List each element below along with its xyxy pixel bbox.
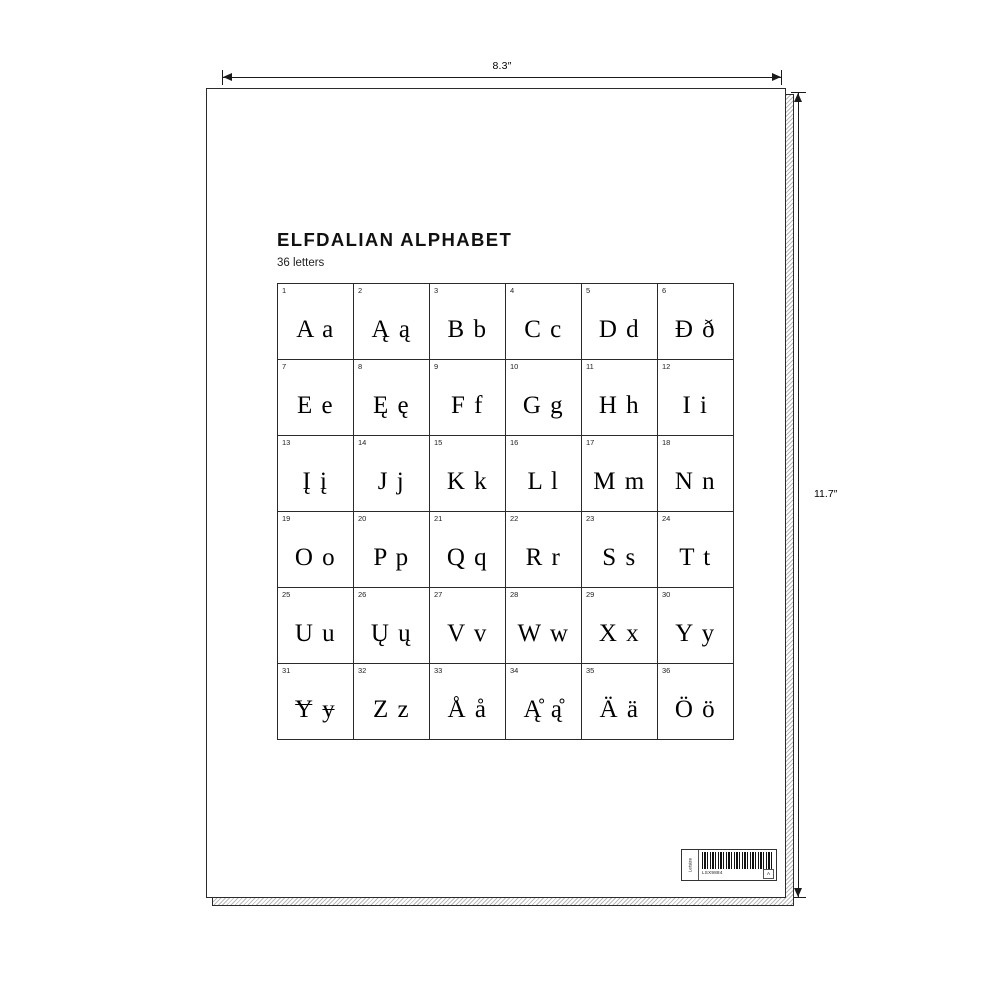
dimension-tick-right: [781, 70, 782, 85]
cell-number: 2: [358, 286, 363, 295]
letter-cell[interactable]: [430, 284, 506, 360]
cell-number: 32: [358, 666, 367, 675]
table-row: [278, 284, 734, 360]
letter-cell[interactable]: [430, 436, 506, 512]
cell-letters: V v: [447, 619, 488, 647]
cell-letters: Å å: [447, 695, 488, 723]
cell-letters: B b: [447, 315, 488, 343]
cell-letters: Į į: [302, 467, 329, 495]
barcode-main: [699, 850, 776, 880]
cell-number: 3: [434, 286, 439, 295]
page-subtitle: 36 letters: [277, 257, 325, 269]
cell-number: 13: [282, 438, 291, 447]
letter-cell[interactable]: [278, 588, 354, 664]
letter-cell[interactable]: [354, 664, 430, 740]
cell-number: 36: [662, 666, 671, 675]
cell-letters: K k: [446, 467, 489, 495]
letter-cell[interactable]: [582, 436, 658, 512]
cell-letters: Ą̊ ą̊: [523, 695, 564, 723]
letter-cell[interactable]: [506, 436, 582, 512]
table-row: [278, 360, 734, 436]
cell-letters: Ð ð: [674, 315, 717, 343]
cell-letters: N n: [674, 467, 717, 495]
width-dimension: [222, 60, 782, 84]
alphabet-table: [277, 283, 734, 740]
letter-cell[interactable]: [582, 284, 658, 360]
height-dimension-label: 11.7″: [814, 488, 838, 500]
dimension-arrow-left-icon: [223, 73, 232, 81]
cell-letters: Ę ę: [372, 391, 411, 419]
poster-content: [277, 229, 729, 740]
alphabet-table-body: [278, 284, 734, 740]
cell-number: 4: [510, 286, 515, 295]
letter-cell[interactable]: [354, 588, 430, 664]
cell-number: 23: [586, 514, 595, 523]
cell-number: 17: [586, 438, 595, 447]
letter-cell[interactable]: [658, 284, 734, 360]
cell-number: 12: [662, 362, 671, 371]
cell-number: 16: [510, 438, 519, 447]
dimension-arrow-up-icon: [794, 93, 802, 102]
barcode-side-text: Letsize: [687, 857, 693, 873]
cell-number: 27: [434, 590, 443, 599]
letter-cell[interactable]: [430, 360, 506, 436]
cell-number: 25: [282, 590, 291, 599]
cell-number: 14: [358, 438, 367, 447]
letter-cell[interactable]: [354, 360, 430, 436]
cell-letters: Ą ą: [371, 315, 412, 343]
letter-cell[interactable]: [582, 664, 658, 740]
cell-letters: D d: [598, 315, 641, 343]
cell-letters: T t: [679, 543, 712, 571]
cell-letters: C c: [524, 315, 563, 343]
cell-number: 21: [434, 514, 443, 523]
table-row: [278, 512, 734, 588]
barcode-side-strip: [682, 850, 699, 880]
cell-number: 8: [358, 362, 363, 371]
cell-letters: W w: [517, 619, 570, 647]
cell-letters: U u: [294, 619, 337, 647]
cell-letters: Z z: [372, 695, 411, 723]
cell-letters: R r: [525, 543, 562, 571]
cell-number: 11: [586, 362, 594, 371]
letter-cell[interactable]: [430, 588, 506, 664]
cell-letters: Ɏ ɏ: [294, 695, 337, 723]
revision-badge: A: [763, 869, 774, 879]
cell-number: 6: [662, 286, 667, 295]
cell-letters: S s: [602, 543, 637, 571]
cell-letters: Ä ä: [599, 695, 640, 723]
cell-number: 26: [358, 590, 367, 599]
cell-number: 7: [282, 362, 287, 371]
letter-cell[interactable]: [354, 512, 430, 588]
dimension-line: [222, 77, 782, 78]
letter-cell[interactable]: [658, 588, 734, 664]
cell-number: 19: [282, 514, 291, 523]
cell-letters: H h: [598, 391, 641, 419]
cell-letters: X x: [598, 619, 641, 647]
cell-number: 5: [586, 286, 591, 295]
cell-number: 15: [434, 438, 443, 447]
letter-cell[interactable]: [354, 284, 430, 360]
letter-cell[interactable]: [278, 436, 354, 512]
cell-number: 33: [434, 666, 443, 675]
page-title: ELFDALIAN ALPHABET: [277, 229, 513, 250]
cell-letters: G g: [522, 391, 565, 419]
cell-number: 34: [510, 666, 519, 675]
dimension-arrow-down-icon: [794, 888, 802, 897]
table-row: [278, 664, 734, 740]
cell-number: 30: [662, 590, 671, 599]
barcode-code-text: LSX9884: [702, 870, 723, 875]
letter-cell[interactable]: [278, 512, 354, 588]
cell-letters: F f: [451, 391, 484, 419]
cell-letters: L l: [527, 467, 560, 495]
cell-number: 22: [510, 514, 519, 523]
table-row: [278, 436, 734, 512]
cell-number: 1: [282, 286, 287, 295]
letter-cell[interactable]: [506, 664, 582, 740]
dimension-line: [798, 92, 799, 898]
cell-letters: Q q: [446, 543, 489, 571]
letter-cell[interactable]: [506, 360, 582, 436]
barcode-label: [681, 849, 777, 881]
cell-number: 20: [358, 514, 367, 523]
table-row: [278, 588, 734, 664]
cell-number: 18: [662, 438, 671, 447]
letter-cell[interactable]: [506, 588, 582, 664]
width-dimension-label: 8.3″: [492, 60, 512, 72]
letter-cell[interactable]: [506, 284, 582, 360]
cell-number: 31: [282, 666, 291, 675]
letter-cell[interactable]: [658, 664, 734, 740]
letter-cell[interactable]: [658, 360, 734, 436]
letter-cell[interactable]: [430, 512, 506, 588]
paper-sheet: [206, 88, 786, 898]
cell-number: 9: [434, 362, 439, 371]
cell-letters: P p: [373, 543, 410, 571]
letter-cell[interactable]: [430, 664, 506, 740]
cell-number: 29: [586, 590, 595, 599]
cell-letters: M m: [593, 467, 646, 495]
cell-letters: E e: [296, 391, 335, 419]
letter-cell[interactable]: [354, 436, 430, 512]
barcode-icon: [702, 852, 774, 869]
cell-letters: A a: [296, 315, 335, 343]
cell-number: 28: [510, 590, 519, 599]
letter-cell[interactable]: [582, 360, 658, 436]
letter-cell[interactable]: [278, 664, 354, 740]
letter-cell[interactable]: [582, 588, 658, 664]
cell-letters: Y y: [675, 619, 716, 647]
cell-letters: J j: [377, 467, 406, 495]
cell-number: 10: [510, 362, 519, 371]
cell-letters: Ö ö: [674, 695, 717, 723]
dimension-arrow-right-icon: [772, 73, 781, 81]
cell-letters: I i: [682, 391, 709, 419]
letter-cell[interactable]: [582, 512, 658, 588]
letter-cell[interactable]: [506, 512, 582, 588]
cell-letters: O o: [294, 543, 337, 571]
letter-cell[interactable]: [658, 436, 734, 512]
cell-number: 35: [586, 666, 595, 675]
letter-cell[interactable]: [278, 360, 354, 436]
cell-letters: Ų ų: [370, 619, 413, 647]
cell-number: 24: [662, 514, 671, 523]
letter-cell[interactable]: [658, 512, 734, 588]
letter-cell[interactable]: [278, 284, 354, 360]
